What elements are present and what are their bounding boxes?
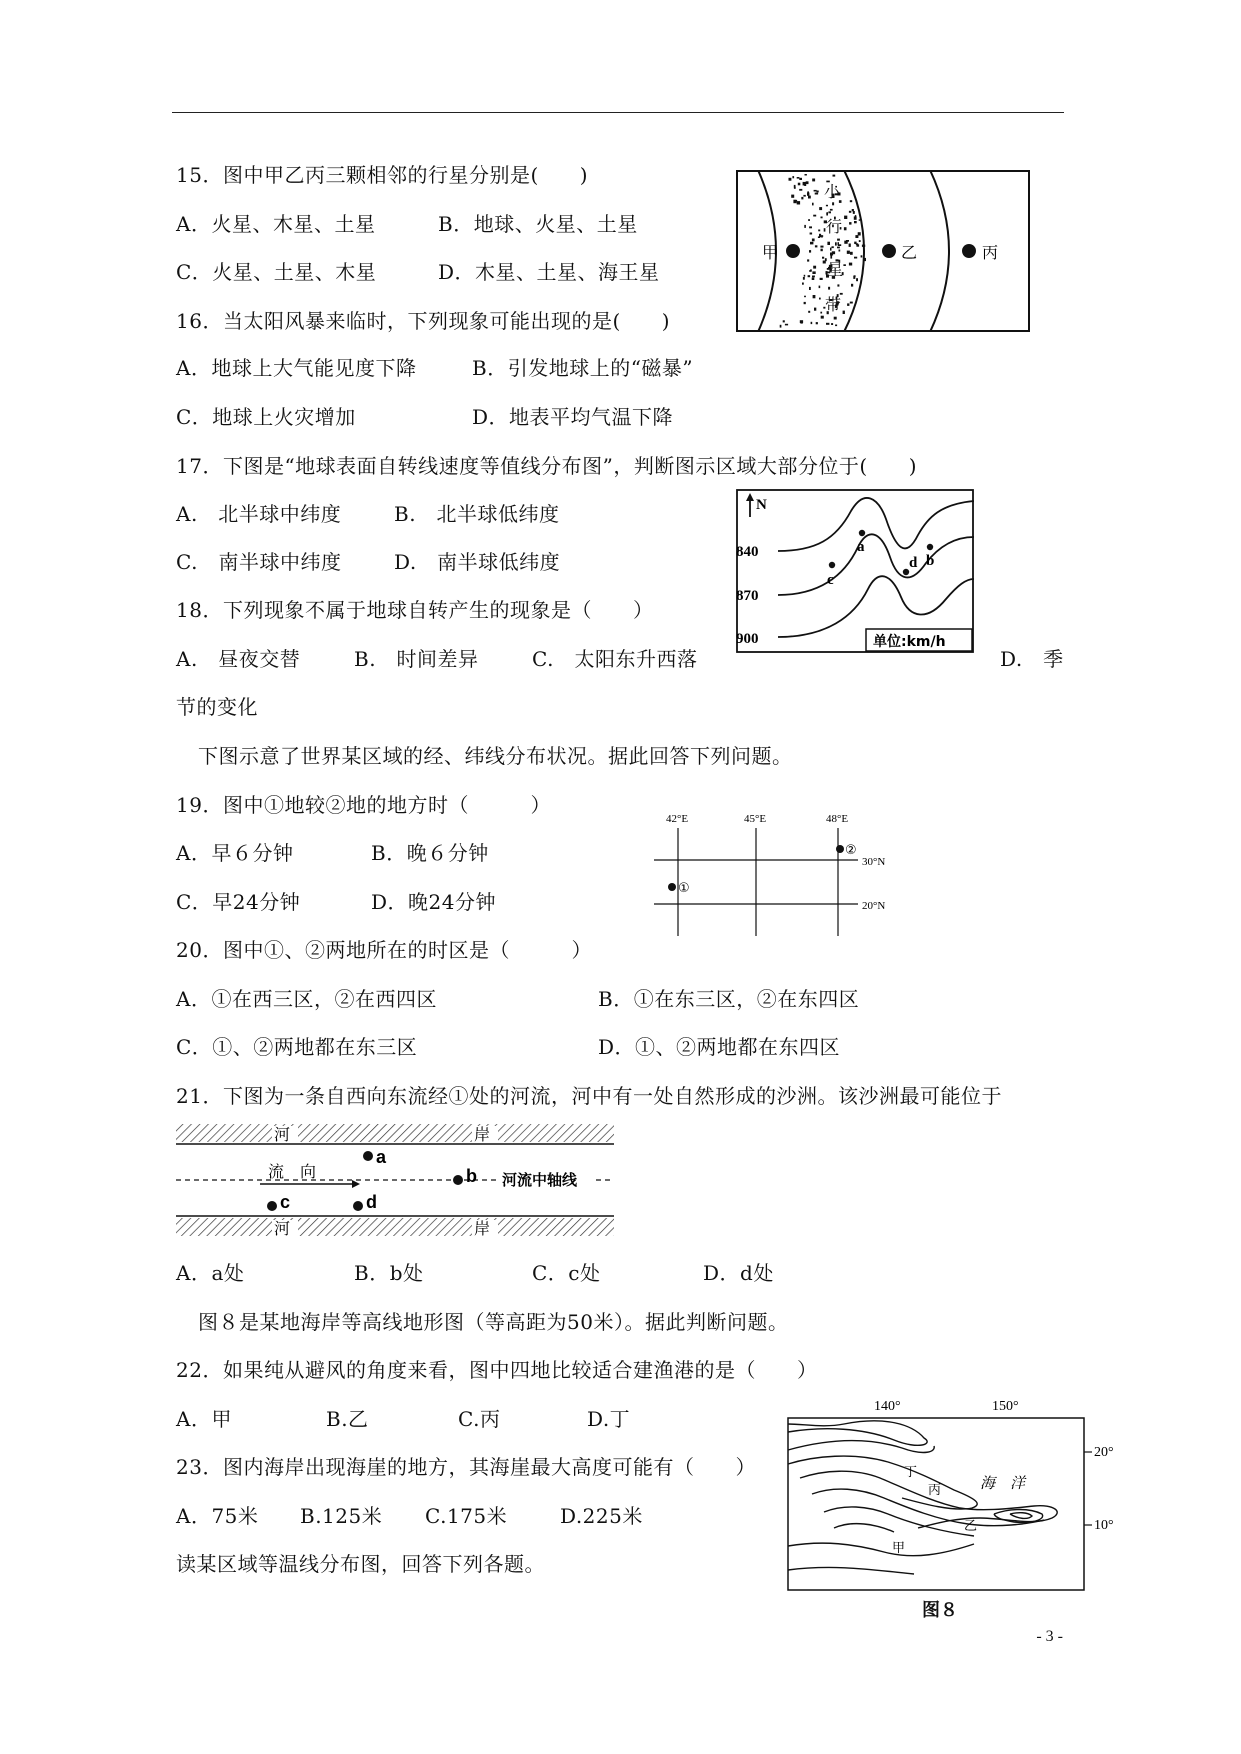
asteroid-speck — [797, 201, 800, 204]
q23-stem: 23．图内海岸出现海崖的地方，其海崖最大高度可能有（ ） — [176, 1455, 756, 1479]
asteroid-speck — [821, 217, 823, 219]
asteroid-speck — [810, 233, 813, 235]
q16-option-b: B．引发地球上的“磁暴” — [472, 356, 694, 380]
lon-label-150: 150° — [992, 1399, 1019, 1414]
point-d-label: d — [366, 1192, 377, 1212]
point-c-dot — [267, 1201, 277, 1211]
asteroid-speck — [833, 175, 836, 177]
asteroid-speck — [812, 203, 814, 206]
page-number: - 3 - — [1036, 1628, 1063, 1645]
asteroid-speck — [858, 232, 861, 235]
q16-option-a: A．地球上大气能见度下降 — [176, 356, 417, 380]
q23-option-b: B.125米 — [300, 1504, 383, 1528]
asteroid-speck — [826, 205, 828, 207]
asteroid-speck — [828, 211, 831, 213]
asteroid-speck — [803, 182, 805, 186]
asteroid-speck — [806, 181, 809, 184]
lat-lon-grid-figure — [648, 808, 908, 938]
asteroid-speck — [812, 276, 815, 278]
asteroid-speck — [792, 176, 794, 178]
asteroid-speck — [785, 324, 788, 326]
q15-option-d: D．木星、土星、海王星 — [438, 260, 660, 284]
q15-option-a: A．火星、木星、土星 — [176, 212, 376, 236]
q16-stem: 16．当太阳风暴来临时，下列现象可能出现的是( ) — [176, 309, 671, 333]
bank-label-bottom-2: 岸 — [474, 1219, 491, 1238]
asteroid-speck — [850, 252, 853, 255]
asteroid-speck — [809, 226, 812, 228]
point-2-label: ② — [845, 843, 857, 858]
q23-option-c: C.175米 — [425, 1504, 508, 1528]
asteroid-speck — [851, 284, 853, 287]
q21-option-d: D．d处 — [703, 1261, 774, 1285]
lat-label-20: 20° — [1094, 1445, 1114, 1460]
asteroid-speck — [827, 242, 830, 245]
lon-label-48: 48°E — [826, 813, 849, 825]
q21-option-c: C．c处 — [532, 1261, 601, 1285]
asteroid-speck — [819, 286, 821, 289]
intro-q19: 下图示意了世界某区域的经、纬线分布状况。据此回答下列问题。 — [198, 744, 793, 768]
north-label: N — [756, 497, 767, 513]
intro-q22: 图８是某地海岸等高线地形图（等高距为50米）。据此判断问题。 — [198, 1310, 789, 1334]
asteroid-speck — [803, 195, 805, 197]
asteroid-speck — [830, 209, 833, 211]
asteroid-speck — [812, 278, 815, 281]
asteroid-speck — [849, 211, 851, 213]
q19-option-a: A．早６分钟 — [176, 841, 294, 865]
asteroid-speck — [808, 196, 811, 199]
asteroid-speck — [813, 215, 816, 217]
belt-char-1: 小 — [824, 182, 841, 201]
asteroid-speck — [780, 325, 782, 328]
q17-option-a: A. 北半球中纬度 — [176, 502, 342, 526]
asteroid-speck — [826, 212, 828, 214]
asteroid-speck — [799, 189, 802, 191]
asteroid-speck — [813, 295, 816, 298]
flow-label: 流 向 — [268, 1162, 317, 1181]
asteroid-speck — [807, 193, 809, 196]
q21-option-b: B．b处 — [354, 1261, 424, 1285]
belt-char-4: 带 — [825, 295, 842, 314]
lat-label-30: 30°N — [862, 856, 886, 868]
asteroid-speck — [850, 200, 852, 202]
asteroid-speck — [801, 197, 803, 200]
asteroid-speck — [820, 246, 823, 248]
q15-stem: 15．图中甲乙丙三颗相邻的行星分别是( ) — [176, 163, 589, 187]
unit-label: 单位:km/h — [873, 634, 946, 650]
asteroid-speck — [822, 257, 824, 259]
asteroid-speck — [793, 200, 796, 204]
rotation-speed-isoline-map — [736, 489, 974, 653]
point-a-label: a — [857, 539, 865, 555]
lat-label-20: 20°N — [862, 900, 886, 912]
lon-label-140: 140° — [874, 1399, 901, 1414]
asteroid-speck — [808, 275, 811, 277]
place-yi-label: 乙 — [964, 1519, 978, 1534]
isoline-label-870: 870 — [736, 588, 759, 604]
asteroid-speck — [861, 255, 863, 257]
sea-label-2: 洋 — [1010, 1474, 1026, 1492]
planet-bing-label: 丙 — [982, 243, 999, 262]
point-b-label: b — [466, 1166, 477, 1186]
coastal-contour-map — [784, 1394, 1124, 1594]
q19-option-c: C．早24分钟 — [176, 890, 301, 914]
asteroid-speck — [814, 190, 817, 192]
q19-option-b: B．晚６分钟 — [371, 841, 489, 865]
q16-option-c: C．地球上火灾增加 — [176, 405, 356, 429]
asteroid-speck — [811, 322, 813, 324]
asteroid-speck — [854, 216, 857, 219]
asteroid-speck — [789, 178, 792, 181]
asteroid-speck — [855, 235, 858, 238]
asteroid-speck — [849, 263, 852, 266]
asteroid-speck — [791, 195, 794, 198]
asteroid-speck — [834, 317, 837, 320]
planet-orbit-figure — [736, 170, 1030, 332]
lon-label-45: 45°E — [744, 813, 767, 825]
asteroid-speck — [800, 320, 803, 323]
asteroid-speck — [838, 242, 840, 245]
q19-stem: 19．图中①地较②地的地方时（ ） — [176, 793, 551, 817]
q18-option-d-part1: D. 季 — [1000, 647, 1064, 671]
asteroid-speck — [804, 225, 806, 228]
asteroid-speck — [814, 308, 816, 311]
asteroid-speck — [854, 275, 856, 277]
asteroid-speck — [808, 219, 810, 221]
asteroid-speck — [849, 244, 851, 247]
asteroid-speck — [862, 245, 865, 247]
asteroid-speck — [832, 202, 834, 205]
asteroid-speck — [844, 227, 847, 230]
asteroid-speck — [804, 302, 806, 304]
asteroid-speck — [804, 275, 806, 277]
asteroid-speck — [853, 211, 855, 214]
point-c-label: c — [280, 1192, 291, 1212]
asteroid-speck — [835, 242, 837, 245]
q21-stem: 21．下图为一条自西向东流经①处的河流，河中有一处自然形成的沙洲。该沙洲最可能位于 — [176, 1084, 1002, 1108]
q19-option-d: D．晚24分钟 — [371, 890, 496, 914]
q18-option-a: A. 昼夜交替 — [176, 647, 301, 671]
q22-option-b: B.乙 — [326, 1407, 369, 1431]
q18-option-c: C. 太阳东升西落 — [532, 647, 698, 671]
belt-char-3: 星 — [827, 260, 844, 279]
asteroid-speck — [831, 323, 833, 325]
q15-option-b: B．地球、火星、土星 — [438, 212, 638, 236]
asteroid-speck — [830, 253, 833, 256]
asteroid-speck — [813, 266, 816, 269]
lon-label-42: 42°E — [666, 813, 689, 825]
q17-option-b: B. 北半球低纬度 — [394, 502, 560, 526]
asteroid-speck — [804, 296, 806, 298]
asteroid-speck — [835, 325, 837, 327]
asteroid-speck — [794, 185, 796, 188]
asteroid-speck — [821, 235, 824, 237]
planet-yi-dot — [882, 244, 896, 258]
asteroid-speck — [815, 245, 818, 247]
figure-8-caption: 图８ — [922, 1600, 958, 1621]
asteroid-speck — [821, 249, 823, 252]
asteroid-speck — [847, 303, 849, 306]
point-b-dot — [927, 544, 933, 550]
asteroid-speck — [815, 193, 818, 195]
q17-option-d: D. 南半球低纬度 — [394, 550, 561, 574]
place-bing-label: 丙 — [928, 1483, 942, 1498]
q22-stem: 22．如果纯从避风的角度来看，图中四地比较适合建渔港的是（ ） — [176, 1358, 818, 1382]
asteroid-speck — [830, 255, 832, 258]
river-figure — [176, 1122, 616, 1242]
asteroid-speck — [816, 322, 818, 324]
asteroid-speck — [809, 250, 811, 253]
asteroid-speck — [863, 258, 866, 261]
asteroid-speck — [852, 209, 854, 211]
asteroid-speck — [820, 312, 822, 314]
asteroid-speck — [832, 246, 834, 248]
point-c-label: c — [827, 572, 834, 588]
asteroid-speck — [799, 178, 802, 180]
point-1-dot — [668, 883, 676, 891]
planet-jia-label: 甲 — [762, 243, 779, 262]
point-d-label: d — [909, 555, 918, 571]
asteroid-speck — [809, 287, 811, 290]
place-ding-label: 丁 — [904, 1465, 918, 1480]
asteroid-speck — [798, 183, 801, 186]
asteroid-speck — [810, 242, 813, 245]
q17-option-c: C. 南半球中纬度 — [176, 550, 342, 574]
q20-option-a: A．①在西三区，②在西四区 — [176, 987, 437, 1011]
asteroid-speck — [808, 311, 810, 313]
planet-jia-dot — [786, 244, 800, 258]
q22-option-c: C.丙 — [458, 1407, 501, 1431]
q20-stem: 20．图中①、②两地所在的时区是（ ） — [176, 938, 592, 962]
place-jia-label: 甲 — [892, 1541, 906, 1556]
asteroid-speck — [859, 219, 861, 221]
point-a-label: a — [376, 1147, 387, 1167]
q23-option-d: D.225米 — [560, 1504, 643, 1528]
planet-bing-dot — [962, 244, 976, 258]
point-b-label: b — [926, 553, 935, 569]
lat-label-10: 10° — [1094, 1518, 1114, 1533]
q17-stem: 17．下图是“地球表面自转线速度等值线分布图”，判断图示区域大部分位于( ) — [176, 454, 918, 478]
axis-label: 河流中轴线 — [502, 1171, 578, 1189]
asteroid-speck — [837, 247, 840, 249]
asteroid-speck — [847, 251, 850, 254]
asteroid-speck — [823, 261, 826, 264]
bank-label-top-2: 岸 — [474, 1125, 491, 1144]
q18-option-b: B. 时间差异 — [354, 647, 479, 671]
q21-option-a: A．a处 — [176, 1261, 245, 1285]
asteroid-speck — [850, 302, 853, 304]
asteroid-speck — [837, 239, 840, 241]
asteroid-speck — [812, 179, 815, 182]
q18-stem: 18．下列现象不属于地球自转产生的现象是（ ） — [176, 598, 654, 622]
asteroid-speck — [859, 240, 861, 242]
asteroid-speck — [843, 264, 846, 266]
q16-option-d: D．地表平均气温下降 — [472, 405, 674, 429]
header-rule — [172, 112, 1064, 113]
asteroid-speck — [810, 269, 812, 271]
q23-option-a: A．75米 — [176, 1504, 259, 1528]
asteroid-speck — [812, 271, 815, 274]
asteroid-speck — [849, 222, 851, 225]
point-c-dot — [829, 562, 835, 568]
q20-option-c: C．①、②两地都在东三区 — [176, 1035, 418, 1059]
isoline-label-900: 900 — [736, 631, 759, 647]
asteroid-speck — [812, 239, 815, 242]
asteroid-speck — [837, 284, 839, 286]
outro-text: 读某区域等温线分布图，回答下列各题。 — [176, 1552, 545, 1576]
planet-yi-label: 乙 — [901, 243, 918, 262]
asteroid-speck — [807, 259, 809, 261]
asteroid-speck — [819, 298, 821, 300]
point-a-dot — [363, 1151, 373, 1161]
bank-label-bottom-1: 河 — [274, 1219, 291, 1238]
asteroid-speck — [846, 240, 849, 242]
asteroid-speck — [803, 277, 805, 280]
point-2-dot — [836, 845, 844, 853]
asteroid-speck — [821, 316, 824, 319]
asteroid-speck — [856, 243, 858, 245]
asteroid-speck — [816, 191, 818, 193]
asteroid-speck — [844, 216, 847, 219]
q20-option-b: B．①在东三区，②在东四区 — [598, 987, 860, 1011]
point-b-dot — [453, 1175, 463, 1185]
asteroid-speck — [843, 311, 845, 314]
sea-label: 海 — [980, 1474, 996, 1492]
asteroid-speck — [826, 323, 829, 325]
q22-option-a: A．甲 — [176, 1407, 232, 1431]
q15-option-c: C．火星、土星、木星 — [176, 260, 377, 284]
point-1-label: ① — [678, 881, 690, 896]
asteroid-speck — [856, 278, 858, 281]
point-d-dot — [353, 1201, 363, 1211]
asteroid-speck — [783, 320, 785, 322]
asteroid-speck — [854, 257, 857, 259]
asteroid-speck — [820, 278, 823, 280]
point-a-dot — [859, 530, 865, 536]
asteroid-speck — [797, 177, 800, 179]
belt-char-2: 行 — [826, 217, 843, 236]
asteroid-speck — [818, 230, 820, 232]
asteroid-speck — [805, 174, 807, 176]
q18-option-d-part2: 节的变化 — [176, 695, 258, 719]
asteroid-speck — [802, 283, 804, 285]
asteroid-speck — [830, 248, 832, 251]
isoline-label-840: 840 — [736, 544, 759, 560]
q22-option-d: D.丁 — [587, 1407, 631, 1431]
asteroid-speck — [839, 250, 841, 252]
asteroid-speck — [854, 221, 857, 223]
bank-label-top-1: 河 — [274, 1125, 291, 1144]
q20-option-d: D．①、②两地都在东四区 — [598, 1035, 841, 1059]
asteroid-speck — [828, 287, 830, 290]
asteroid-speck — [819, 207, 822, 210]
